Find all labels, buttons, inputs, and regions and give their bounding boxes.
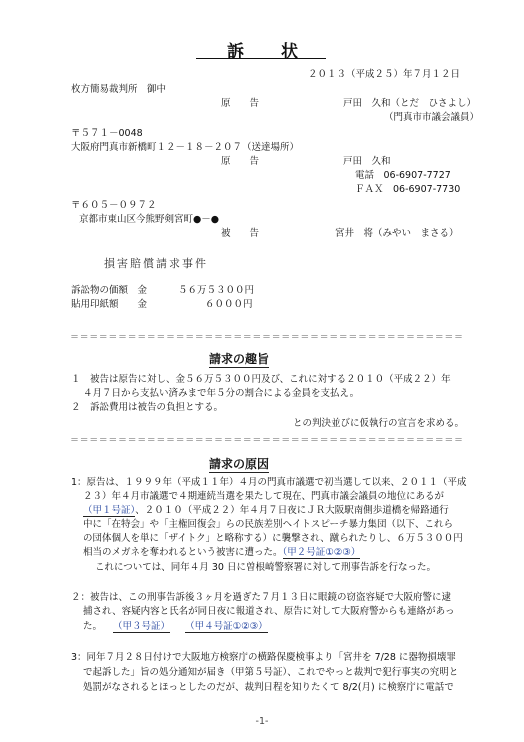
ground-1-line6: 相当のメガネを奪われるという被害に遭った。 bbox=[83, 547, 283, 558]
claim-item-1-line1: １ 被告は原告に対し、金５６万５３００円及び、これに対する２０１０（平成２２）年 bbox=[71, 374, 451, 385]
ground-1-line4: 中に「在特会」や「主権回復会」らの民族差別ヘイトスピーチ暴力集団（以下、これら bbox=[83, 519, 454, 530]
defendant-address: 京都市東山区今熊野剣宮町●－● bbox=[79, 214, 220, 225]
section-heading-grounds: 請求の原因 bbox=[209, 457, 270, 471]
plaintiff-role: 原 告 bbox=[221, 98, 260, 109]
evidence-ref[interactable]: （甲４号証①②③） bbox=[185, 621, 268, 632]
ground-3-line3: 処罰がなされるとほっとしたのだが、裁判日程を知りたくて 8/2(月) に検察庁に電話で bbox=[83, 682, 454, 693]
document-title: 訴 状 bbox=[227, 42, 299, 62]
plaintiff-tel: 電話 06-6907-7727 bbox=[355, 170, 451, 181]
ground-2-line3: た。 bbox=[83, 621, 103, 632]
stamp-fee-value: ６０００円 bbox=[205, 299, 253, 310]
ground-2-line1: ２：被告は、この刑事告訴後３ヶ月を過ぎた７月１３日に眼鏡の窃盗容疑で大阪府警に逮 bbox=[71, 592, 452, 603]
claim-item-1-line2: ４月７日から支払い済みまで年５分の割合による金員を支払え。 bbox=[83, 388, 360, 399]
defendant-role: 被 告 bbox=[221, 228, 260, 239]
evidence-ref[interactable]: （甲３号証） bbox=[113, 621, 171, 632]
ground-1-line2: ２３）年４月市議選で４期連続当選を果たして現在、門真市議会議員の地位にあるが bbox=[83, 491, 445, 502]
separator-line: ＝＝＝＝＝＝＝＝＝＝＝＝＝＝＝＝＝＝＝＝＝＝＝＝＝＝＝＝＝＝＝＝＝＝＝＝＝＝＝＝＝ bbox=[70, 333, 464, 343]
ground-1-line1: 1：原告は、１９９９年（平成１１年）４月の門真市議選で初当選して以来、２０１１（平成 bbox=[71, 477, 467, 488]
plaintiff-name: 戸田 久和 bbox=[343, 156, 391, 167]
plaintiff-address: 大阪府門真市新橋町１２－１８－２０７（送達場所） bbox=[71, 142, 300, 153]
separator-line: ＝＝＝＝＝＝＝＝＝＝＝＝＝＝＝＝＝＝＝＝＝＝＝＝＝＝＝＝＝＝＝＝＝＝＝＝＝＝＝＝＝ bbox=[70, 436, 464, 446]
ground-3-line2: で起訴した」旨の処分通知が届き（甲第５号証）、これでやっと裁判で犯行事実の究明と bbox=[83, 667, 459, 678]
plaintiff-fax: ＦＡＸ 06-6907-7730 bbox=[355, 184, 461, 195]
defendant-zip: 〒６０５－０９７２ bbox=[71, 200, 157, 211]
claim-closing: との判決並びに仮執行の宣言を求める。 bbox=[293, 418, 465, 429]
ground-1-line5: の団体個人を単に「ザイトク」と略称する）に襲撃され、蹴られたりし、６万５３００円 bbox=[83, 533, 463, 544]
evidence-ref[interactable]: （甲１号証） bbox=[83, 505, 136, 516]
court-addressee: 枚方簡易裁判所 御中 bbox=[71, 84, 167, 95]
plaintiff-role-2: 原 告 bbox=[221, 156, 260, 167]
case-name: 損害賠償請求事件 bbox=[104, 257, 208, 270]
defendant-name-reading: 宮井 将（みやい まさる） bbox=[335, 228, 459, 239]
plaintiff-zip: 〒５７１－0048 bbox=[71, 128, 143, 139]
ground-2-line2: 捕され、容疑内容と氏名が同日夜に報道され、原告に対して大阪府警からも連絡があっ bbox=[83, 606, 455, 617]
claim-value-label: 訴訟物の価額 金 bbox=[71, 285, 148, 296]
evidence-ref[interactable]: （甲２号証①②③） bbox=[282, 547, 361, 558]
title-underline bbox=[196, 58, 326, 59]
claim-value: ５６万５３００円 bbox=[178, 285, 255, 296]
filing-date: ２０１３（平成２５）年７月１２日 bbox=[308, 69, 461, 80]
claim-item-2: ２ 訴訟費用は被告の負担とする。 bbox=[71, 402, 224, 413]
page-number: -1- bbox=[255, 716, 269, 727]
plaintiff-name-reading: 戸田 久和（とだ ひさよし） bbox=[343, 98, 477, 109]
plaintiff-position: （門真市市議会議員） bbox=[384, 112, 480, 123]
ground-3-line1: 3：同年７月２８日付けで大阪地方検察庁の横路保慶検事より「宮井を 7/28 に器物損壊罪 bbox=[71, 652, 456, 663]
ground-1-line7: これについては、同年４月 30 日に曽根崎警察署に対して刑事告訴を行なった。 bbox=[95, 562, 436, 573]
stamp-fee-label: 貼用印紙額 金 bbox=[71, 299, 148, 310]
ground-1-line3: 、２０１０（平成２２）年４月７日夜にＪＲ大阪駅南側歩道橋を帰路通行 bbox=[135, 505, 449, 516]
section-heading-claims: 請求の趣旨 bbox=[209, 352, 270, 366]
